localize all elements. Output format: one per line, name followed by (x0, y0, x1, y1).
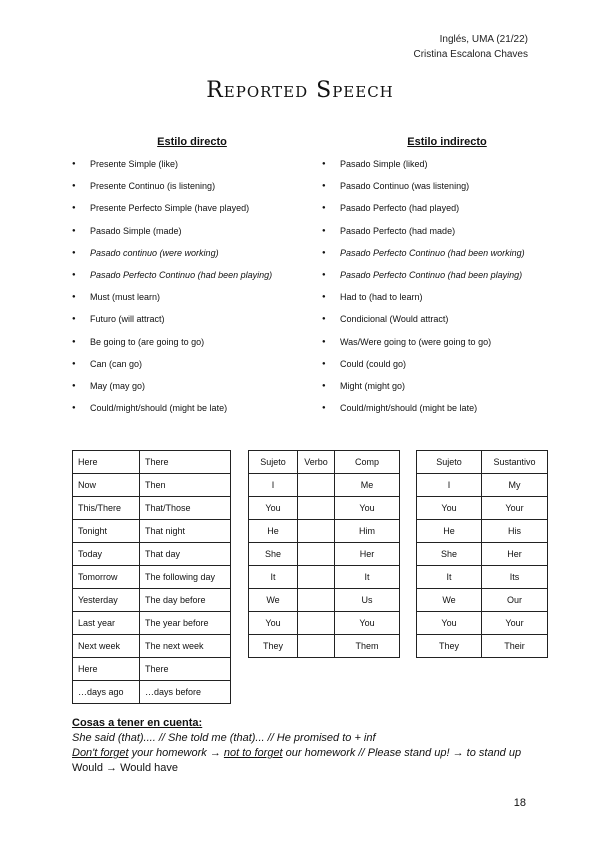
table-row (73, 658, 231, 681)
table-cell: Her (335, 543, 400, 566)
table-cell: Them (335, 635, 400, 658)
list-item: ● Might (might go) (322, 380, 562, 402)
table-cell: Us (335, 589, 400, 612)
table-cell: His (482, 520, 548, 543)
notes-heading: Cosas a tener en cuenta: (72, 717, 203, 729)
table-cell: Her (482, 543, 548, 566)
table-cell: …days before (140, 681, 231, 704)
table-row (417, 612, 548, 635)
table-row (73, 681, 231, 704)
table-row (417, 520, 548, 543)
table-cell: That day (140, 543, 231, 566)
table-row (249, 566, 400, 589)
table-row (73, 589, 231, 612)
page-title: Reported Speech (206, 78, 394, 103)
table-cell: I (417, 474, 482, 497)
pronoun-table (248, 450, 400, 658)
table-cell: My (482, 474, 548, 497)
column-header: Sujeto (417, 451, 482, 474)
notes-line-2 (72, 746, 521, 761)
table-cell: …days ago (73, 681, 140, 704)
table-row (249, 612, 400, 635)
column-header: Sustantivo (482, 451, 548, 474)
document-header (414, 32, 529, 62)
list-item: ● Pasado continuo (were working) (72, 247, 322, 269)
table-cell: He (417, 520, 482, 543)
table-row (249, 497, 400, 520)
table-cell: The following day (140, 566, 231, 589)
page-number: 18 (513, 797, 526, 809)
table-cell: She (249, 543, 298, 566)
table-cell: You (417, 497, 482, 520)
list-item: ● Pasado Perfecto Continuo (had been working) (322, 247, 562, 269)
indirect-speech-list (322, 158, 562, 424)
table-cell: He (249, 520, 298, 543)
table-cell: I (249, 474, 298, 497)
table-cell: The day before (140, 589, 231, 612)
list-item: ● Pasado Simple (liked) (322, 158, 562, 180)
indirect-speech-column (322, 136, 562, 424)
table-cell: You (335, 497, 400, 520)
table-cell: You (417, 612, 482, 635)
table-cell (298, 474, 335, 497)
table-row (249, 635, 400, 658)
list-item: ● Pasado Perfecto Continuo (had been playing) (322, 269, 562, 291)
notes-line-2-part-4: our homework // Please stand up! → to stand up (282, 747, 522, 759)
list-item: ● Can (can go) (72, 358, 322, 380)
list-item: ● Was/Were going to (were going to go) (322, 336, 562, 358)
list-item: ● Pasado Perfecto (had made) (322, 225, 562, 247)
table-cell: Now (73, 474, 140, 497)
list-item: ● Be going to (are going to go) (72, 336, 322, 358)
table-cell (298, 589, 335, 612)
table-cell: You (249, 497, 298, 520)
table-cell: Today (73, 543, 140, 566)
table-cell: The year before (140, 612, 231, 635)
table-row (73, 451, 231, 474)
table-cell: We (417, 589, 482, 612)
table-cell: Last year (73, 612, 140, 635)
header-author: Cristina Escalona Chaves (413, 49, 528, 60)
table-row (417, 589, 548, 612)
list-item: ● Condicional (Would attract) (322, 313, 562, 335)
table-row (73, 520, 231, 543)
table-cell (298, 520, 335, 543)
table-row (417, 497, 548, 520)
table-row (417, 635, 548, 658)
direct-speech-column (72, 136, 322, 424)
table-cell (298, 497, 335, 520)
table-header-row (249, 451, 400, 474)
column-header: Verbo (298, 451, 335, 474)
list-item: ● Could/might/should (might be late) (322, 402, 562, 424)
table-cell: Here (73, 451, 140, 474)
list-item: ● Pasado Perfecto Continuo (had been playing) (72, 269, 322, 291)
header-course: Inglés, UMA (21/22) (439, 34, 528, 45)
table-row (249, 543, 400, 566)
direct-speech-list (72, 158, 322, 424)
table-row (73, 566, 231, 589)
table-cell: There (140, 451, 231, 474)
table-row (73, 497, 231, 520)
table-cell (298, 635, 335, 658)
table-cell: Its (482, 566, 548, 589)
table-cell: Then (140, 474, 231, 497)
list-item: ● Pasado Simple (made) (72, 225, 322, 247)
table-row (417, 474, 548, 497)
table-cell: Their (482, 635, 548, 658)
notes-line-1: She said (that).... // She told me (that)... // He promised to + inf (72, 732, 376, 744)
table-cell: That night (140, 520, 231, 543)
table-cell: There (140, 658, 231, 681)
table-row (73, 635, 231, 658)
table-cell: You (249, 612, 298, 635)
table-cell: It (249, 566, 298, 589)
table-cell (298, 543, 335, 566)
table-cell (298, 612, 335, 635)
direct-speech-heading: Estilo directo (157, 136, 227, 148)
table-row (73, 612, 231, 635)
table-cell: Tonight (73, 520, 140, 543)
table-cell: Next week (73, 635, 140, 658)
column-header: Comp (335, 451, 400, 474)
possessive-table (416, 450, 548, 658)
table-cell: That/Those (140, 497, 231, 520)
table-row (249, 589, 400, 612)
table-cell (298, 566, 335, 589)
column-header: Sujeto (249, 451, 298, 474)
table-cell: Your (482, 612, 548, 635)
table-cell: It (417, 566, 482, 589)
indirect-speech-heading: Estilo indirecto (407, 136, 487, 148)
table-cell: Tomorrow (73, 566, 140, 589)
table-cell: Me (335, 474, 400, 497)
list-item: ● Must (must learn) (72, 291, 322, 313)
table-row (417, 566, 548, 589)
list-item: ● Pasado Perfecto (had played) (322, 202, 562, 224)
list-item: ● Presente Simple (like) (72, 158, 322, 180)
table-cell: Him (335, 520, 400, 543)
notes-line-2-part-3: not to forget (223, 747, 283, 759)
table-row (249, 520, 400, 543)
notes-line-3: Would → Would have (72, 762, 178, 774)
table-header-row (417, 451, 548, 474)
table-row (73, 543, 231, 566)
list-item: ● Could/might/should (might be late) (72, 402, 322, 424)
table-row (249, 474, 400, 497)
list-item: ● Presente Perfecto Simple (have played) (72, 202, 322, 224)
list-item: ● Futuro (will attract) (72, 313, 322, 335)
list-item: ● May (may go) (72, 380, 322, 402)
notes-section (72, 716, 521, 776)
table-cell: This/There (73, 497, 140, 520)
list-item: ● Presente Continuo (is listening) (72, 180, 322, 202)
list-item: ● Could (could go) (322, 358, 562, 380)
time-expressions-table (72, 450, 231, 704)
table-cell: You (335, 612, 400, 635)
table-cell: The next week (140, 635, 231, 658)
notes-line-2-part-1: Don't forget (72, 747, 129, 759)
table-cell: Our (482, 589, 548, 612)
table-cell: They (249, 635, 298, 658)
list-item: ● Pasado Continuo (was listening) (322, 180, 562, 202)
table-row (73, 474, 231, 497)
table-cell: Your (482, 497, 548, 520)
table-cell: She (417, 543, 482, 566)
notes-line-2-part-2: your homework → (128, 747, 224, 759)
list-item: ● Had to (had to learn) (322, 291, 562, 313)
table-cell: It (335, 566, 400, 589)
table-row (417, 543, 548, 566)
table-cell: Yesterday (73, 589, 140, 612)
table-cell: Here (73, 658, 140, 681)
table-cell: They (417, 635, 482, 658)
table-cell: We (249, 589, 298, 612)
